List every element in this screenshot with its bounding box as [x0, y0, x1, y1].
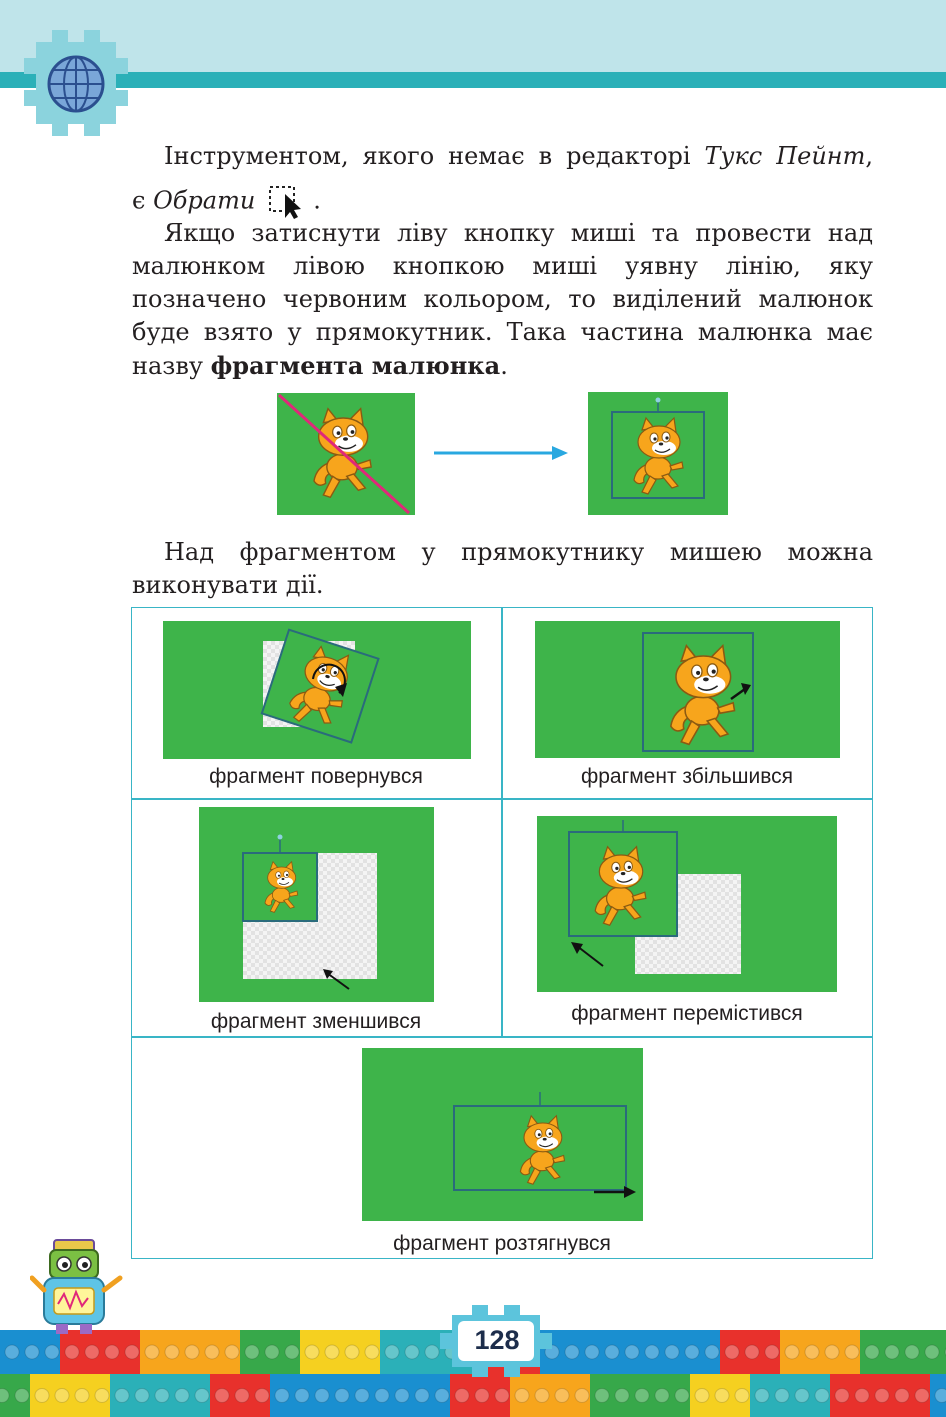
result-arrow-icon	[432, 443, 572, 463]
fragment-moved-image	[537, 816, 837, 992]
lego-stud	[85, 1345, 99, 1359]
lego-stud	[785, 1345, 799, 1359]
lego-stud	[295, 1389, 309, 1403]
lego-stud	[245, 1345, 259, 1359]
lego-stud	[675, 1389, 689, 1403]
lego-stud	[705, 1345, 719, 1359]
lego-stud	[255, 1389, 269, 1403]
select-tool-name: Обрати	[153, 186, 256, 215]
lego-stud	[615, 1389, 629, 1403]
caption-enlarged: фрагмент збільшився	[580, 765, 794, 788]
lego-stud	[605, 1345, 619, 1359]
lego-stud	[455, 1389, 469, 1403]
lego-stud	[275, 1389, 289, 1403]
lego-stud	[215, 1389, 229, 1403]
lego-stud	[125, 1345, 139, 1359]
lego-stud	[405, 1345, 419, 1359]
lego-stud	[855, 1389, 869, 1403]
lego-stud	[635, 1389, 649, 1403]
lego-stud	[815, 1389, 829, 1403]
lego-stud	[865, 1345, 879, 1359]
table-divider-row-2	[131, 1036, 873, 1038]
lego-stud	[935, 1389, 946, 1403]
lego-stud	[495, 1389, 509, 1403]
definition-end: .	[500, 352, 508, 380]
lego-stud	[315, 1389, 329, 1403]
lego-stud	[805, 1345, 819, 1359]
lego-stud	[265, 1345, 279, 1359]
paragraph-actions: Над фрагментом у прямокутнику мишею можна виконувати дії.	[132, 538, 873, 599]
lego-stud	[845, 1345, 859, 1359]
lego-stud	[655, 1389, 669, 1403]
select-tool-icon	[267, 184, 307, 220]
header-band	[0, 0, 946, 72]
lego-stud	[65, 1345, 79, 1359]
fragment-rotated-image	[163, 621, 471, 759]
select-end: .	[313, 186, 321, 215]
lego-stud	[395, 1389, 409, 1403]
fragment-reduced-image	[199, 807, 434, 1002]
lego-stud	[775, 1389, 789, 1403]
lego-stud	[355, 1389, 369, 1403]
lego-stud	[665, 1345, 679, 1359]
lego-stud	[795, 1389, 809, 1403]
table-divider-row-1	[131, 798, 873, 800]
lego-stud	[565, 1345, 579, 1359]
lego-stud	[0, 1389, 9, 1403]
lego-stud	[135, 1389, 149, 1403]
lego-stud	[365, 1345, 379, 1359]
caption-rotated: фрагмент повернувся	[209, 765, 423, 788]
lego-stud	[305, 1345, 319, 1359]
lego-stud	[895, 1389, 909, 1403]
lego-stud	[45, 1345, 59, 1359]
page-number: 128	[474, 1325, 520, 1355]
term-fragment: фрагмента малюнка	[210, 351, 501, 380]
intro-text: Інструментом, якого немає в редакторі	[164, 142, 705, 170]
lego-stud	[385, 1345, 399, 1359]
fragment-stretched-image	[362, 1048, 643, 1221]
lego-stud	[175, 1389, 189, 1403]
editor-name: Тукс Пейнт	[704, 142, 866, 170]
lego-stud	[55, 1389, 69, 1403]
lego-stud	[375, 1389, 389, 1403]
lego-stud	[205, 1345, 219, 1359]
lego-stud	[15, 1389, 29, 1403]
lego-stud	[475, 1389, 489, 1403]
header-stripe	[0, 72, 946, 88]
lego-stud	[75, 1389, 89, 1403]
lego-stud	[195, 1389, 209, 1403]
lego-stud	[155, 1389, 169, 1403]
cat-selection-line-image	[277, 393, 415, 515]
lego-stud	[885, 1345, 899, 1359]
select-lead: є	[132, 186, 154, 215]
lego-stud	[645, 1345, 659, 1359]
lego-stud	[825, 1345, 839, 1359]
paragraph-fragment-definition	[132, 217, 873, 383]
lego-stud	[715, 1389, 729, 1403]
lego-stud	[165, 1345, 179, 1359]
lego-stud	[925, 1345, 939, 1359]
lego-stud	[335, 1389, 349, 1403]
globe-puzzle-icon	[22, 30, 130, 138]
lego-stud	[5, 1345, 19, 1359]
lego-stud	[25, 1345, 39, 1359]
lego-stud	[905, 1345, 919, 1359]
lego-stud	[915, 1389, 929, 1403]
lego-stud	[765, 1345, 779, 1359]
lego-stud	[535, 1389, 549, 1403]
table-divider-vertical	[501, 607, 503, 1037]
definition-text: Якщо затиснути ліву кнопку миші та провести над малюнком лівою кнопкою миші уявну лінію, яку позначено червоним кольором, то виділений малюнок буде взято у прямокутник. Така частина малюнка має назву	[132, 219, 873, 380]
lego-stud	[745, 1345, 759, 1359]
lego-stud	[225, 1345, 239, 1359]
lego-stud	[35, 1389, 49, 1403]
lego-stud	[575, 1389, 589, 1403]
lego-stud	[105, 1345, 119, 1359]
lego-stud	[515, 1389, 529, 1403]
intro-punct: ,	[865, 142, 873, 170]
lego-stud	[835, 1389, 849, 1403]
lego-stud	[555, 1389, 569, 1403]
cat-fragment-selected-image	[588, 392, 728, 515]
lego-stud	[325, 1345, 339, 1359]
lego-stud	[235, 1389, 249, 1403]
paragraph-intro	[132, 140, 873, 173]
fragment-enlarged-image	[535, 621, 840, 758]
lego-stud	[425, 1345, 439, 1359]
lego-stud	[625, 1345, 639, 1359]
caption-moved: фрагмент перемістився	[571, 1002, 803, 1025]
lego-stud	[725, 1345, 739, 1359]
lego-stud	[285, 1345, 299, 1359]
caption-stretched: фрагмент розтягнувся	[393, 1232, 611, 1255]
lego-stud	[115, 1389, 129, 1403]
caption-reduced: фрагмент зменшився	[210, 1010, 422, 1033]
lego-stud	[435, 1389, 449, 1403]
lego-stud	[585, 1345, 599, 1359]
lego-stud	[415, 1389, 429, 1403]
lego-stud	[95, 1389, 109, 1403]
paragraph-select-tool	[132, 184, 873, 220]
lego-stud	[875, 1389, 889, 1403]
lego-stud	[735, 1389, 749, 1403]
lego-stud	[145, 1345, 159, 1359]
lego-stud	[345, 1345, 359, 1359]
lego-stud	[185, 1345, 199, 1359]
lego-stud	[595, 1389, 609, 1403]
lego-stud	[755, 1389, 769, 1403]
lego-stud	[685, 1345, 699, 1359]
robot-mascot-icon	[30, 1238, 126, 1338]
lego-stud	[695, 1389, 709, 1403]
